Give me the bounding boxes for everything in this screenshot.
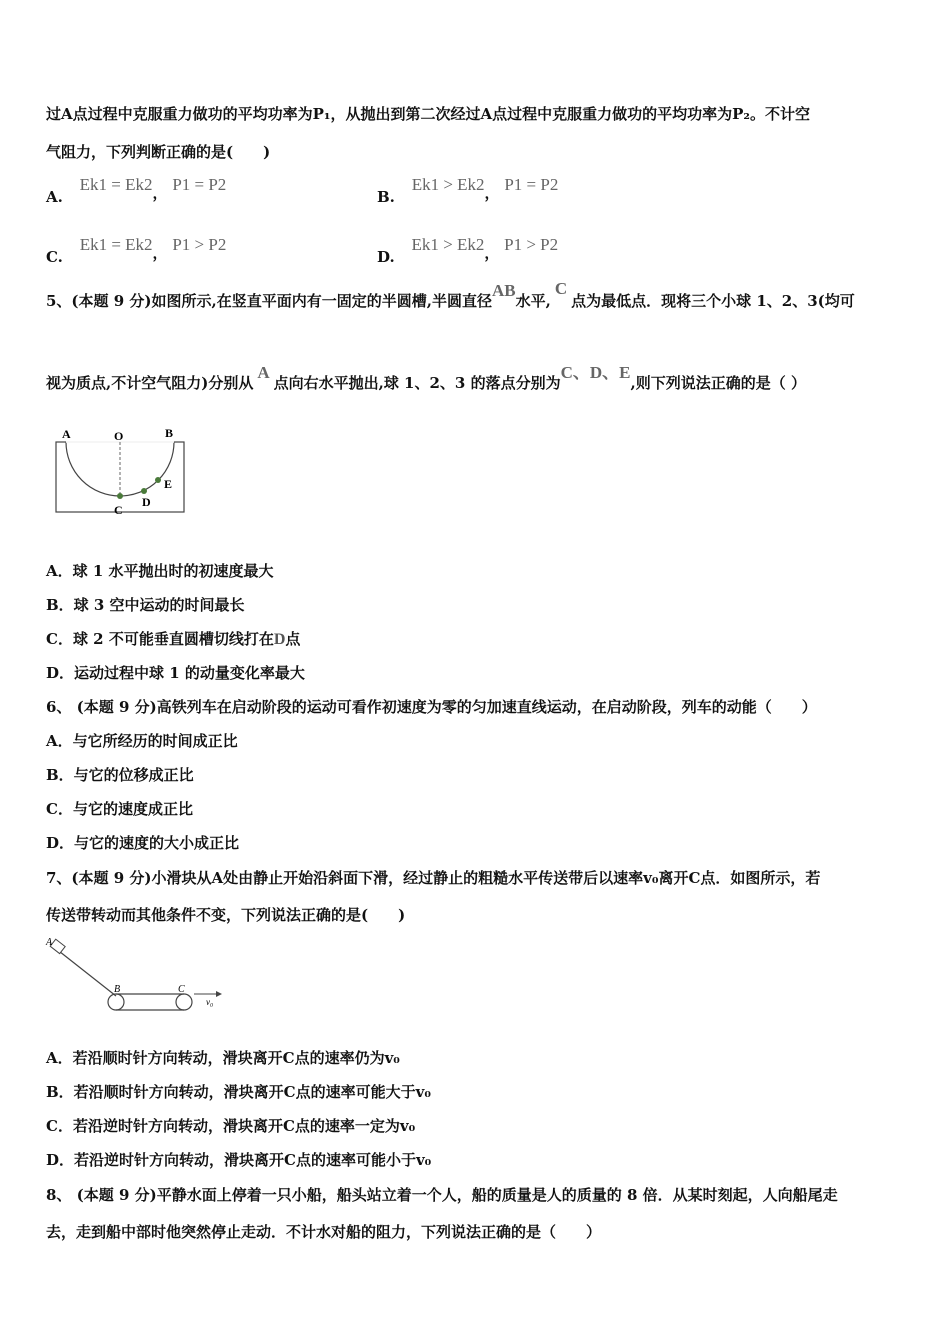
q7-block	[50, 939, 65, 953]
q5-label-b: B	[165, 426, 174, 440]
q4-stem-line1: 过A点过程中克服重力做功的平均功率为P₁，从抛出到第二次经过A点过程中克服重力做功的平均功率为P₂。不计空	[46, 105, 810, 123]
q7-label-b: B	[114, 984, 121, 995]
q5-ball-c	[117, 493, 123, 499]
q5-option-d: D．运动过程中球 1 的动量变化率最大	[46, 664, 305, 682]
q5-option-b: B．球 3 空中运动的时间最长	[46, 596, 245, 614]
q5-label-a: A	[62, 427, 71, 441]
q7-arrow-head	[216, 991, 222, 997]
q5-option-a: A．球 1 水平抛出时的初速度最大	[46, 562, 274, 580]
q6-option-b: B．与它的位移成正比	[46, 766, 194, 784]
q5-ball-e	[155, 477, 161, 483]
q7-option-c: C．若沿逆时针方向转动，滑块离开C点的速率一定为v₀	[46, 1117, 416, 1135]
q4-option-b: B. Ek1 > Ek2， P1 = P2	[377, 175, 559, 206]
q7-stem-line1: 7、(本题 9 分)小滑块从A处由静止开始沿斜面下滑，经过静止的粗糙水平传送带后以速率v₀离开C点．如图所示，若	[46, 869, 821, 887]
q6-option-c: C．与它的速度成正比	[46, 800, 193, 818]
q7-pulley-c	[176, 994, 192, 1010]
q5-stem-line1: 5、(本题 9 分)如图所示,在竖直平面内有一固定的半圆槽,半圆直径AB水平,C点为最低点．现将三个小球 1、2、3(均可	[46, 279, 855, 310]
q5-label-e: E	[164, 477, 173, 491]
q5-semicircle-figure	[50, 424, 190, 518]
q7-conveyor-figure	[44, 934, 224, 1012]
q5-ball-d	[141, 488, 147, 494]
q7-label-v0: v₀	[206, 997, 214, 1007]
q4-option-d: D. Ek1 > Ek2， P1 > P2	[377, 235, 559, 266]
q7-option-d: D．若沿逆时针方向转动，滑块离开C点的速率可能小于v₀	[46, 1151, 432, 1169]
q6-stem: 6、 (本题 9 分)高铁列车在启动阶段的运动可看作初速度为零的匀加速直线运动，在启动阶段，列车的动能（ ）	[46, 698, 817, 716]
q7-option-a: A．若沿顺时针方向转动，滑块离开C点的速率仍为v₀	[46, 1049, 400, 1067]
q8-stem-line1: 8、 (本题 9 分)平静水面上停着一只小船，船头站立着一个人，船的质量是人的质量的 8 倍．从某时刻起，人向船尾走	[46, 1186, 838, 1204]
q4-option-c: C. Ek1 = Ek2， P1 > P2	[46, 235, 227, 266]
q5-option-c: C．球 2 不可能垂直圆槽切线打在D点	[46, 630, 301, 648]
q7-label-a: A	[46, 937, 53, 948]
q5-label-o: O	[114, 429, 124, 443]
q4-stem-line2: 气阻力，下列判断正确的是( )	[46, 143, 271, 161]
q5-label-d: D	[142, 495, 151, 509]
q7-stem-line2: 传送带转动而其他条件不变，下列说法正确的是( )	[46, 906, 406, 924]
q7-option-b: B．若沿顺时针方向转动，滑块离开C点的速率可能大于v₀	[46, 1083, 431, 1101]
q6-option-d: D．与它的速度的大小成正比	[46, 834, 240, 852]
q8-stem-line2: 去，走到船中部时他突然停止走动．不计水对船的阻力，下列说法正确的是（ ）	[46, 1223, 602, 1241]
q7-pulley-b	[108, 994, 124, 1010]
q6-option-a: A．与它所经历的时间成正比	[46, 732, 238, 750]
q5-label-c: C	[114, 503, 123, 517]
q5-stem-line2: 视为质点,不计空气阻力)分别从A点向右水平抛出,球 1、2、3 的落点分别为C、D、E,则下列说法正确的是（ ）	[46, 363, 806, 392]
q4-option-a: A. Ek1 = Ek2， P1 = P2	[46, 175, 227, 206]
q7-label-c: C	[178, 984, 185, 995]
